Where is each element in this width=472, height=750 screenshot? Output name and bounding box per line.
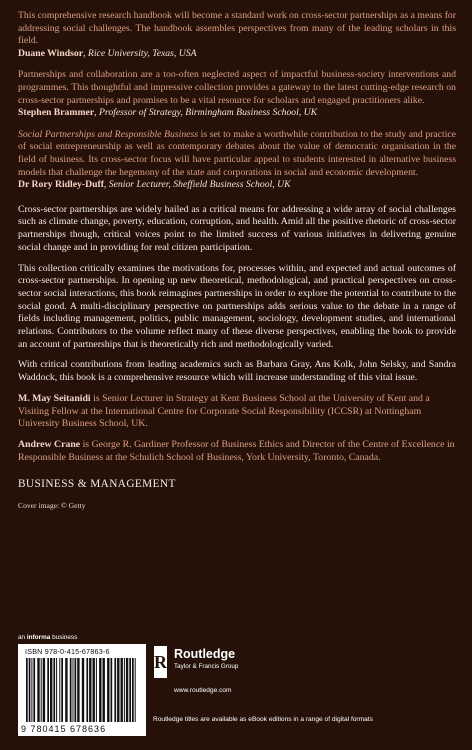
author-name: M. May Seitanidi xyxy=(18,392,91,404)
barcode-digits: 9 780415 678636 xyxy=(21,724,107,734)
endorsement-quote: This comprehensive research handbook will become a standard work on cross-sector partnerships as a means for addressing social challenges. The handbook assembles perspectives from many of the leading scholars in this field. xyxy=(18,10,456,47)
book-title-italic: Social Partnerships and Responsible Business xyxy=(18,128,199,140)
publisher-group: Taylor & Francis Group xyxy=(174,663,239,670)
author-bio-crane xyxy=(18,439,456,464)
routledge-logo-icon xyxy=(154,646,167,678)
informa-prefix: an xyxy=(18,634,27,641)
back-cover-text xyxy=(18,10,456,510)
author-bio-text: is George R. Gardiner Professor of Business Ethics and Director of the Centre of Excellence in Responsible Business at the Schulich School of Business, York University, Toronto, Canada. xyxy=(18,438,455,463)
ebook-note: Routledge titles are available as eBook editions in a range of digital formats xyxy=(153,716,373,723)
endorsement-signature: Stephen Brammer, Professor of Strategy, Birmingham Business School, UK xyxy=(18,107,318,119)
endorser-name: Duane Windsor xyxy=(18,47,84,59)
informa-suffix: business xyxy=(50,634,78,641)
informa-brand: informa xyxy=(26,634,51,641)
isbn-barcode xyxy=(18,644,146,736)
publisher-footer xyxy=(18,634,458,744)
endorsement-quote-body: is set to make a worthwhile contribution to the study and practice of social entrepreneurship as well as contemporary debates about the value of democratic organisation in the field of business. Its cross-sector focus will have particular appeal to students interested in alternative business models that challenge the hegemony of the state and corporations in social and economic development. xyxy=(18,128,456,178)
publisher-url[interactable]: www.routledge.com xyxy=(174,687,232,694)
endorser-name: Dr Rory Ridley-Duff xyxy=(18,179,104,191)
endorser-name: Stephen Brammer xyxy=(18,107,95,119)
author-name: Andrew Crane xyxy=(18,438,81,450)
informa-business-line xyxy=(18,634,77,641)
endorsement-signature: Dr Rory Ridley-Duff, Senior Lecturer, Sheffield Business School, UK xyxy=(18,179,291,191)
endorser-affiliation: Professor of Strategy, Birmingham Business School, UK xyxy=(99,107,318,119)
endorsement-signature: Duane Windsor, Rice University, Texas, USA xyxy=(18,47,197,59)
endorsement-windsor xyxy=(18,10,456,60)
subject-category: BUSINESS & MANAGEMENT xyxy=(18,478,176,491)
author-bio-seitanidi xyxy=(18,393,456,431)
endorser-affiliation: Rice University, Texas, USA xyxy=(87,47,197,59)
author-bio-text: is Senior Lecturer in Strategy at Kent Business School at the University of Kent and a Visiting Fellow at the International Centre for Corporate Social Responsibility (ICCSR) at Nottingham University Business School, UK. xyxy=(18,392,430,430)
description-paragraph: With critical contributions from leading academics such as Barbara Gray, Ans Kolk, John Selsky, and Sandra Waddock, this book is a comprehensive resource which will increase understanding of this vital issue. xyxy=(18,359,456,384)
description-paragraph: This collection critically examines the motivations for, processes within, and expected and actual outcomes of cross-sector partnerships. In opening up new theoretical, methodological, and practical perspectives on cross-sector social interactions, this book reimagines partnerships in order to explore the potential to contribute to the social good. A multi-disciplinary perspective on partnerships adds serious value to the debate in a range of fields including management, politics, public management, sociology, development studies, and international relations. Contributors to the volume reflect many of these diverse perspectives, enabling the book to provide an account of partnerships that is theoretically rich and methodologically varied. xyxy=(18,262,456,350)
barcode-icon xyxy=(24,658,140,724)
endorsement-quote: Partnerships and collaboration are a too-often neglected aspect of impactful business-society interventions and programmes. This thoughtful and impressive collection provides a gateway to the latest cutting-edge research on cross-sector partnerships and promises to be a vital resource for scholars and engaged practitioners alike. xyxy=(18,69,456,106)
svg-text:R: R xyxy=(154,652,167,672)
publisher-name: Routledge xyxy=(174,647,236,661)
isbn-label: ISBN 978-0-415-67863-6 xyxy=(25,647,110,656)
endorser-affiliation: Senior Lecturer, Sheffield Business School, UK xyxy=(108,179,291,191)
endorsement-ridley-duff xyxy=(18,129,456,192)
description-paragraph: Cross-sector partnerships are widely hailed as a critical means for addressing a wide array of social challenges such as climate change, poverty, education, corruption, and health. Amid all the positive rhetoric of cross-sector partnerships though, critical voices point to the limited success of various initiatives in delivering genuine social change and in providing for real citizen participation. xyxy=(18,203,456,253)
endorsement-brammer xyxy=(18,69,456,119)
cover-image-credit: Cover image: © Getty xyxy=(18,501,86,511)
endorsement-quote xyxy=(18,129,456,179)
